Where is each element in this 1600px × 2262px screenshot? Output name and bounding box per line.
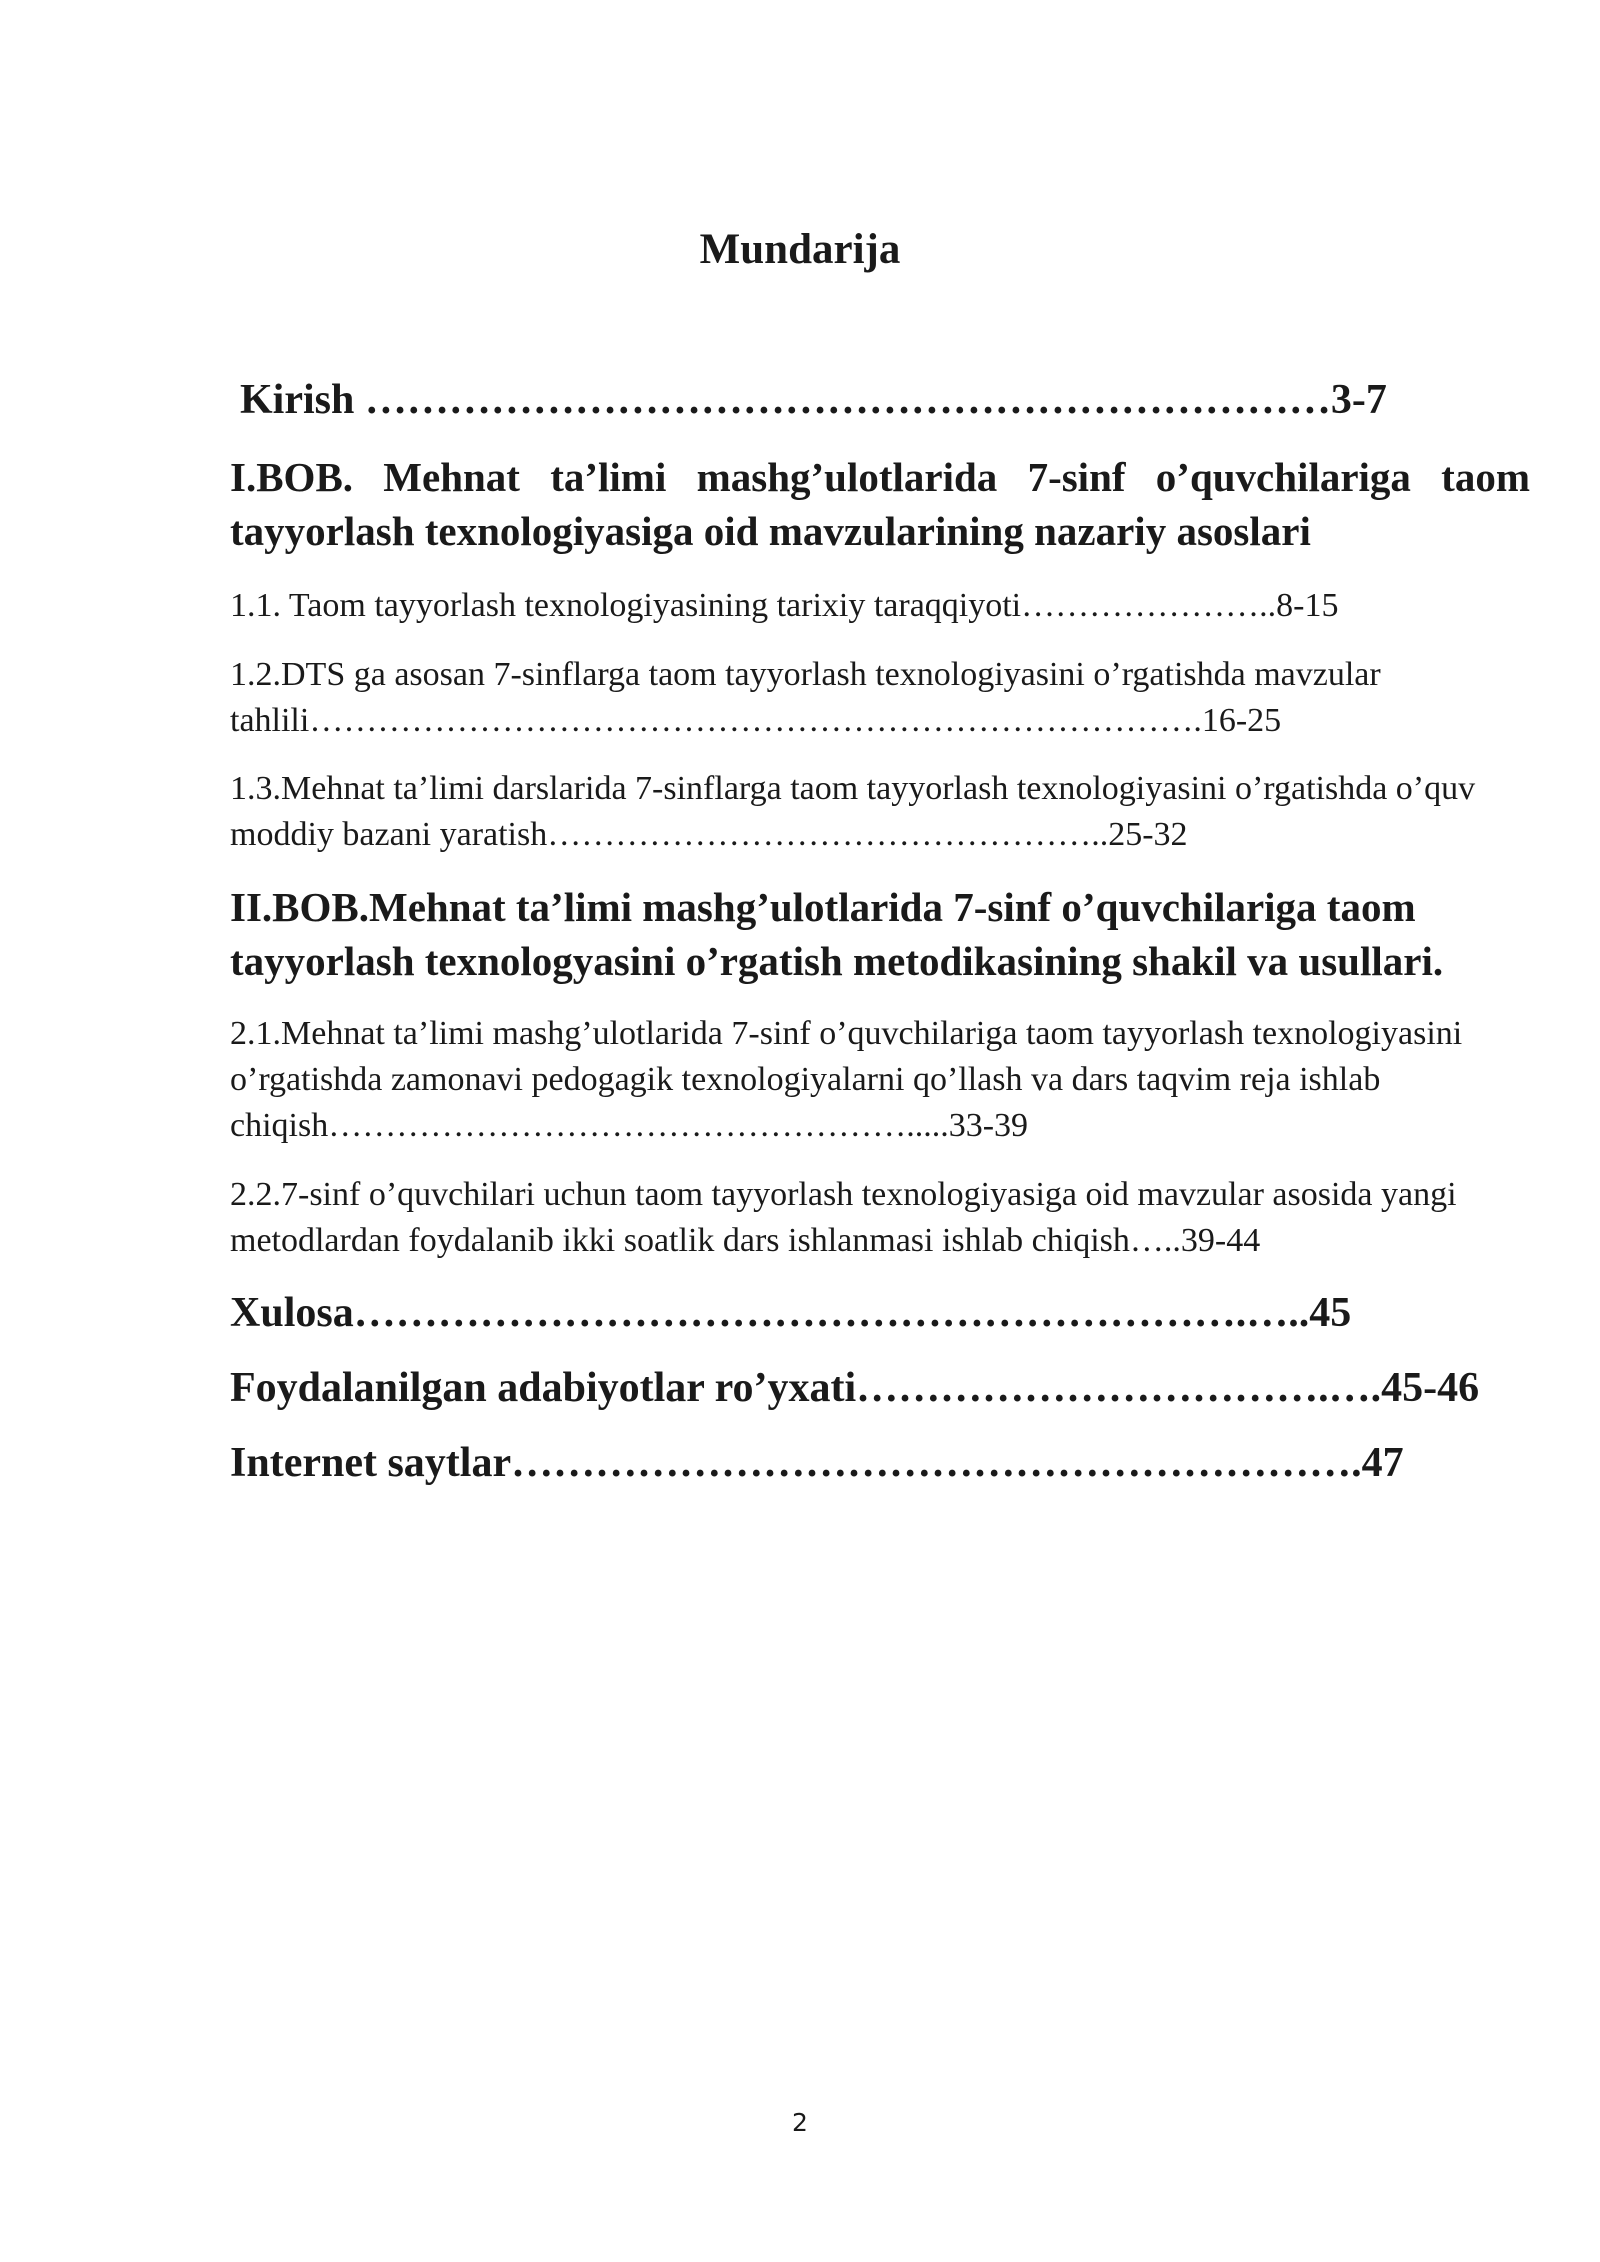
toc-entry-internet: Internet saytlar…………………………………………………….47: [230, 1440, 1404, 1486]
toc-section-1-3: 1.3.Mehnat ta’limi darslarida 7-sinflarga taom tayyorlash texnologiyasini o’rgatishda o’quv moddiy bazani yaratish…………………………………………..25-32: [230, 770, 1476, 853]
toc-section-2-2: 2.2.7-sinf o’quvchilari uchun taom tayyorlash texnologiyasiga oid mavzular asosida yangi metodlardan foydalanib ikki soatlik dars ishlanmasi ishlab chiqish…..39-44: [230, 1176, 1457, 1259]
toc-entry-adabiyotlar: Foydalanilgan adabiyotlar ro’yxati…………………………….….45-46: [230, 1365, 1480, 1411]
toc-entry-kirish: Kirish ……………………………………………………………3-7: [240, 377, 1387, 423]
page-number: 2: [792, 2108, 808, 2137]
toc-section-1-1: 1.1. Taom tayyorlash texnologiyasining tarixiy taraqqiyoti…………………..8-15: [230, 587, 1339, 624]
toc-section-1-2: 1.2.DTS ga asosan 7-sinflarga taom tayyorlash texnologiyasini o’rgatishda mavzular tahlili…………………………………………………………………….16-25: [230, 656, 1381, 739]
toc-section-2-1: 2.1.Mehnat ta’limi mashg’ulotlarida 7-sinf o’quvchilariga taom tayyorlash texnologiyasini o’rgatishda zamonavi pedogagik texnologiyalarni qo’llash va dars taqvim reja ishlab chiqish…………………………………………….....33-39: [230, 1015, 1463, 1144]
page-title: Mundarija: [699, 226, 901, 273]
toc-entry-xulosa: Xulosa……………………………………………………….…..45: [230, 1290, 1352, 1336]
toc-chapter-1: I.BOB. Mehnat ta’limi mashg’ulotlarida 7-sinf o’quvchilariga taom tayyorlash texnologiyasiga oid mavzularining nazariy asoslari: [230, 454, 1530, 554]
toc-chapter-2: II.BOB.Mehnat ta’limi mashg’ulotlarida 7-sinf o’quvchilariga taom tayyorlash texnologyasini o’rgatish metodikasining shakil va usullari.: [230, 884, 1444, 984]
